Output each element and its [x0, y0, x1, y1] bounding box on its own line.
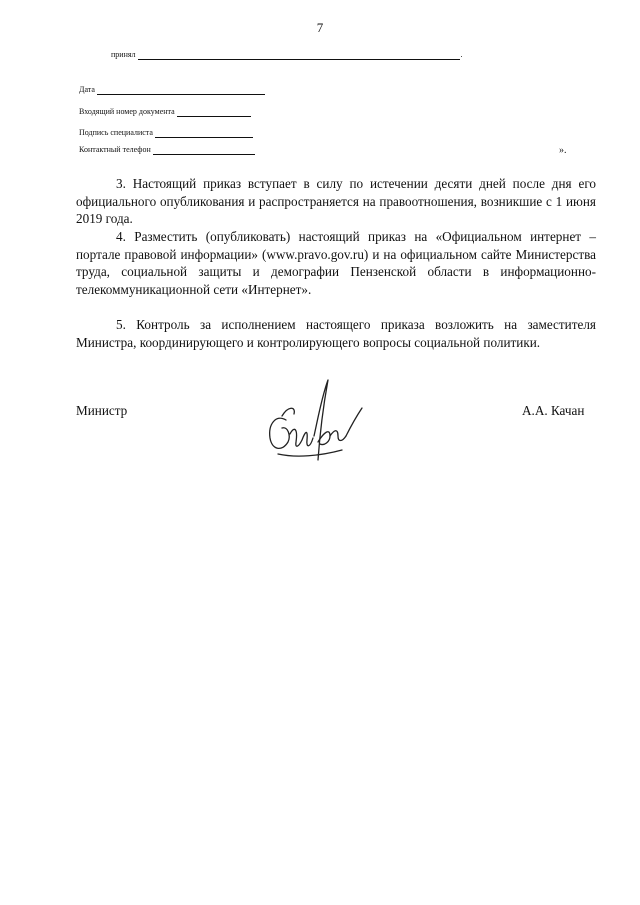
closing-quote: ». [559, 145, 567, 156]
form-accepted-field [138, 51, 460, 60]
form-accepted-line [111, 50, 463, 60]
form-date-field [97, 86, 265, 95]
form-incoming-label: Входящий номер документа [79, 107, 175, 116]
form-phone-line [79, 145, 255, 155]
form-signature-line [79, 128, 253, 138]
form-accepted-label: принял [111, 50, 136, 59]
signoff-position: Министр [76, 403, 128, 418]
signoff-name: А.А. Качан [522, 403, 585, 418]
handwritten-signature [258, 362, 368, 482]
form-date-line [79, 85, 265, 95]
paragraph-4: 4. Разместить (опубликовать) настоящий приказ на «Официальном интернет – портале правовой информации» (www.pravo.gov.ru) и на официальном сайте Министерства труда, социальной защиты и демографии Пензенской области в информационно-телекоммуникационной сети «Интернет». [76, 229, 596, 297]
form-phone-label: Контактный телефон [79, 145, 151, 154]
form-accepted-tail: . [460, 50, 463, 59]
form-phone-field [153, 146, 255, 155]
form-incoming-field [177, 108, 251, 117]
form-signature-field [155, 129, 253, 138]
form-date-label: Дата [79, 85, 95, 94]
form-incoming-line [79, 107, 251, 117]
page-number: 7 [316, 20, 324, 35]
form-signature-label: Подпись специалиста [79, 128, 153, 137]
paragraph-5: 5. Контроль за исполнением настоящего приказа возложить на заместителя Министра, координирующего и контролирующего вопросы социальной политики. [76, 317, 596, 350]
paragraph-3: 3. Настоящий приказ вступает в силу по истечении десяти дней после дня его официального опубликования и распространяется на правоотношения, возникшие с 1 июня 2019 года. [76, 176, 596, 227]
